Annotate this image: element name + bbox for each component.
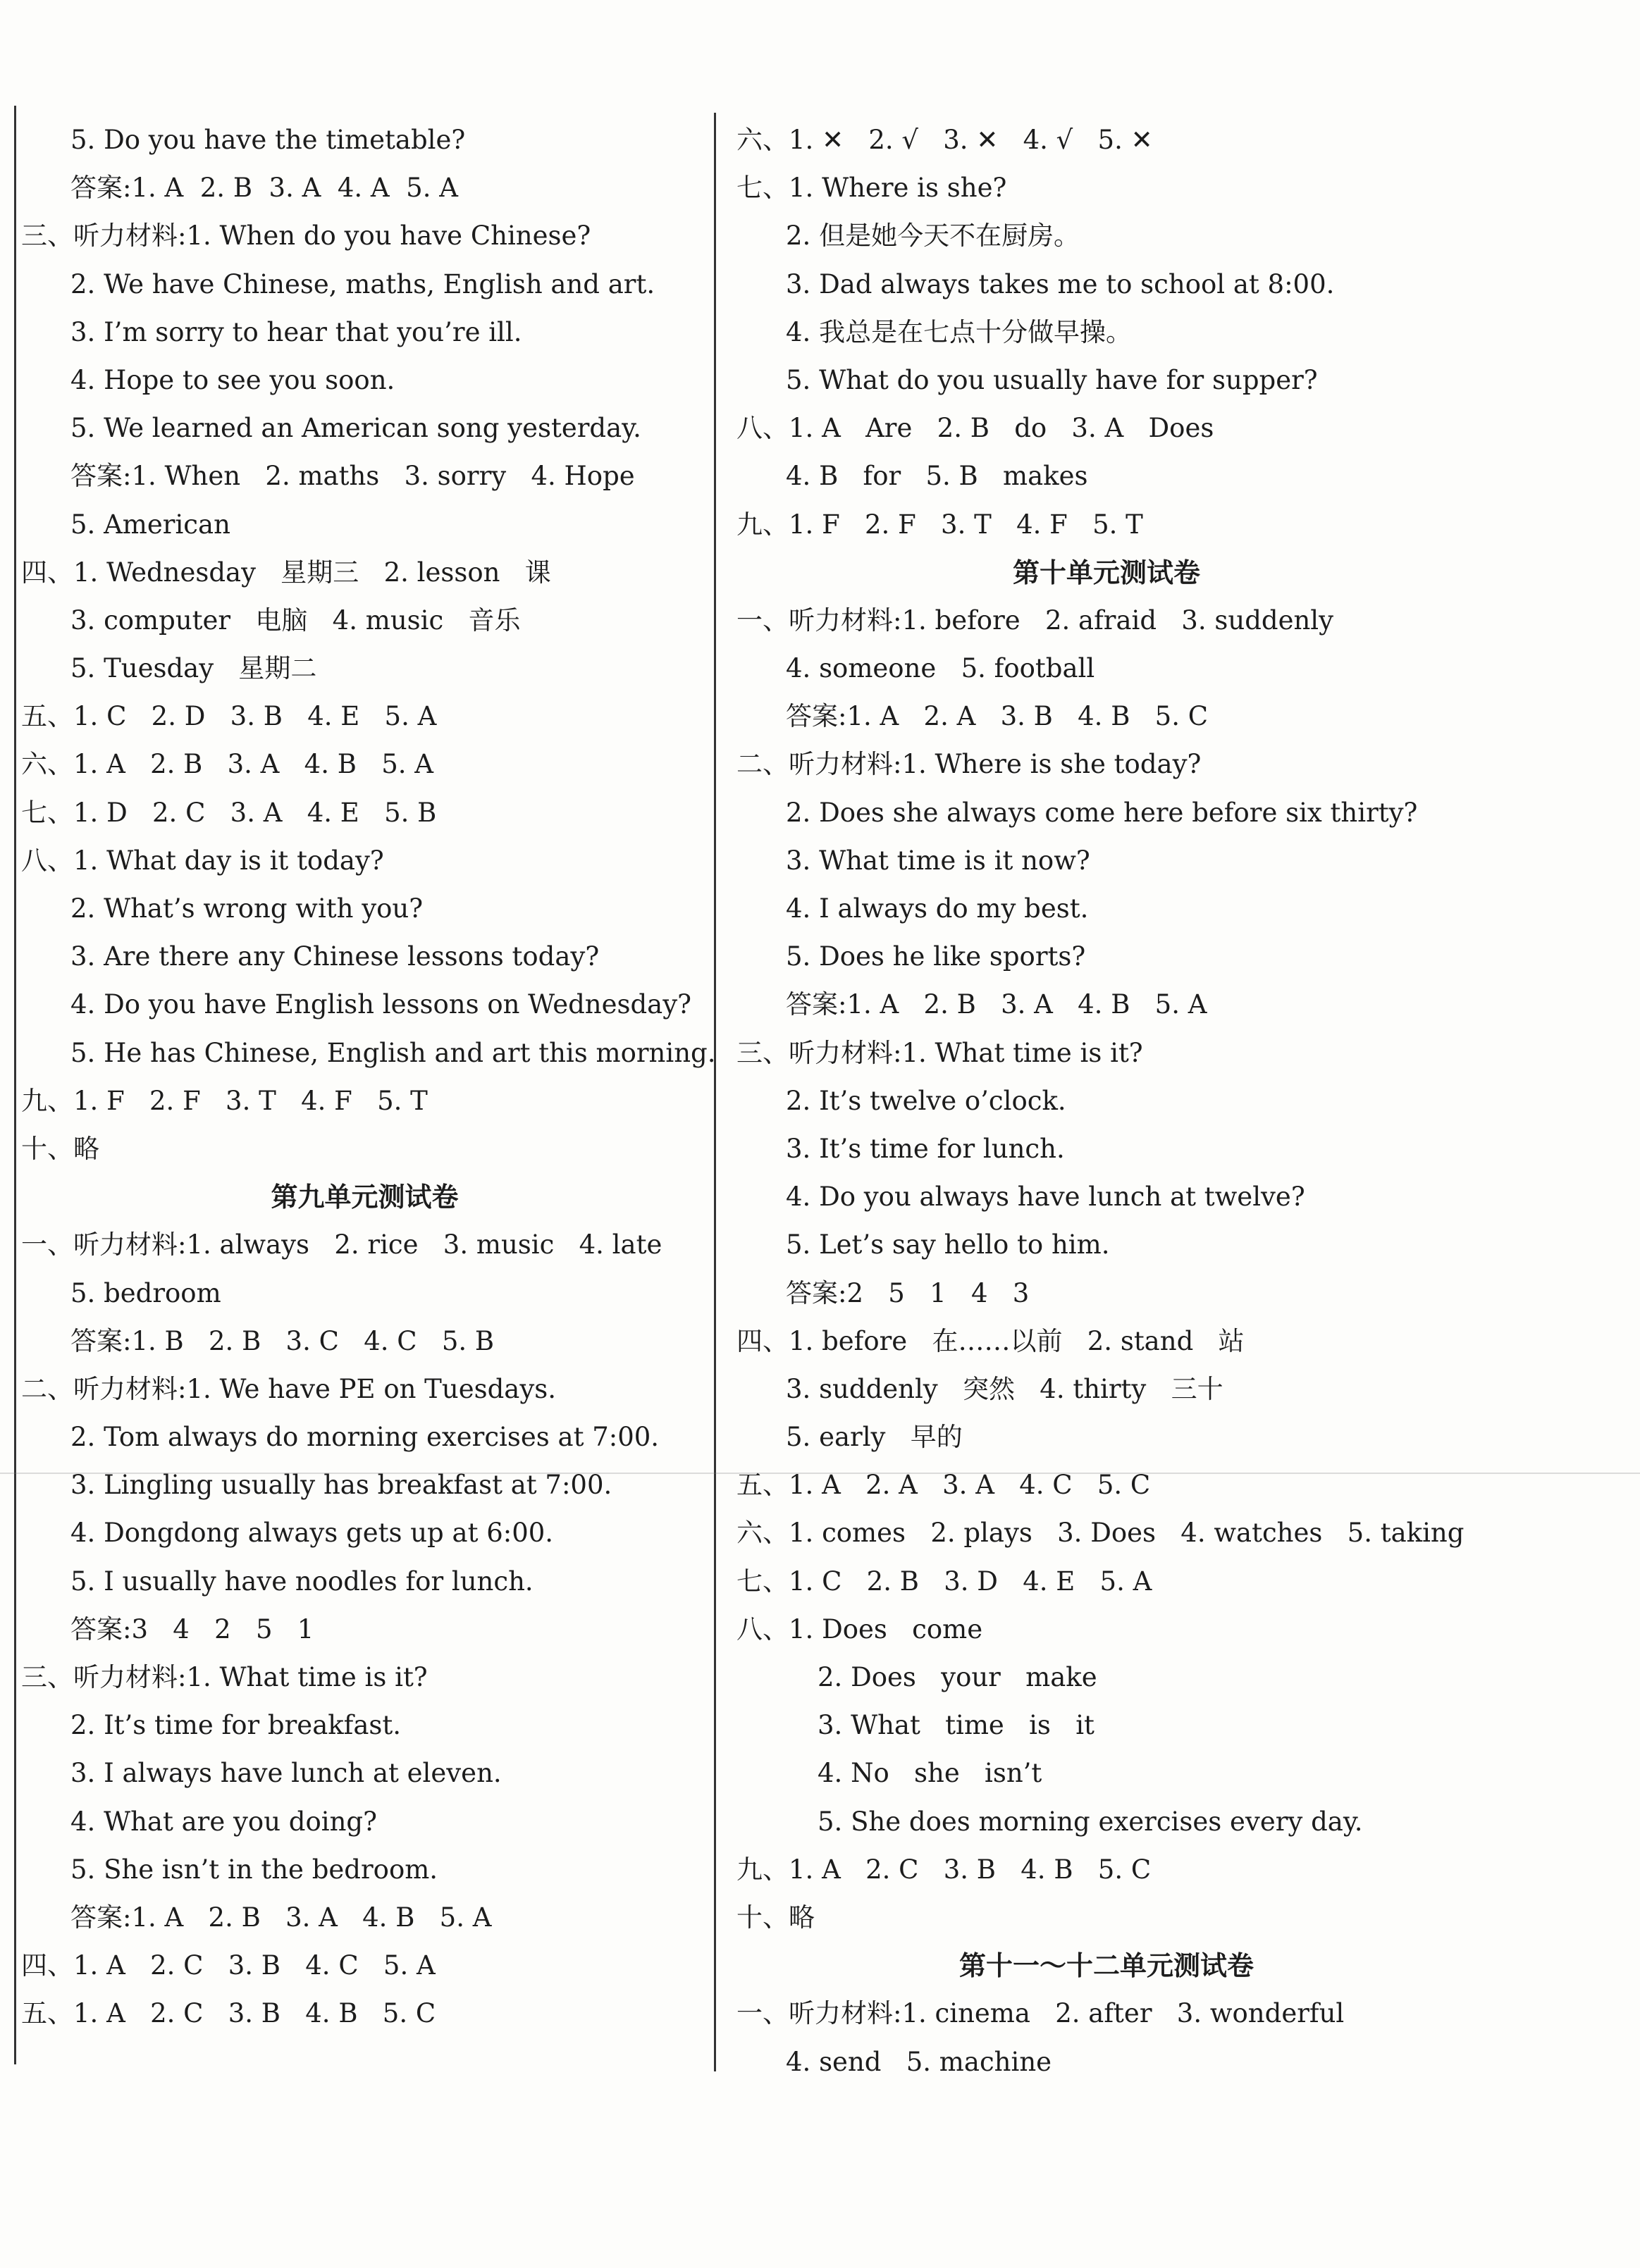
answer-line: 4. 我总是在七点十分做早操。 (786, 316, 1133, 347)
answer-line: 五、1. A 2. C 3. B 4. B 5. C (21, 1998, 436, 2029)
answer-line: 七、1. C 2. B 3. D 4. E 5. A (736, 1566, 1152, 1597)
answer-line: 三、听力材料:1. What time is it? (736, 1037, 1143, 1068)
answer-line: 2. It’s twelve o’clock. (786, 1085, 1066, 1116)
left-margin-rule (14, 106, 16, 2064)
answer-line: 5. Let’s say hello to him. (786, 1229, 1110, 1260)
answer-line: 2. Does your make (818, 1662, 1097, 1692)
answer-line: 5. bedroom (70, 1277, 221, 1308)
answer-line: 4. Do you have English lessons on Wednesday? (70, 989, 691, 1020)
answer-line: 一、听力材料:1. cinema 2. after 3. wonderful (736, 1998, 1345, 2029)
answer-line: 3. What time is it now? (786, 845, 1090, 876)
answer-line: 五、1. C 2. D 3. B 4. E 5. A (21, 701, 437, 732)
answer-line: 5. I usually have noodles for lunch. (70, 1566, 534, 1597)
answer-line: 答案:3 4 2 5 1 (70, 1613, 314, 1644)
answer-line: 3. Lingling usually has breakfast at 7:00. (70, 1470, 612, 1501)
answer-line: 5. She does morning exercises every day. (818, 1806, 1363, 1837)
answer-line: 十、略 (21, 1133, 99, 1164)
answer-line: 5. early 早的 (786, 1422, 963, 1453)
left-answer-column (21, 116, 716, 2038)
answer-line: 3. It’s time for lunch. (786, 1133, 1065, 1164)
answer-line: 5. What do you usually have for supper? (786, 364, 1318, 395)
answer-line: 3. I always have lunch at eleven. (70, 1758, 502, 1789)
answer-line: 5. American (70, 509, 230, 540)
answer-line: 5. Do you have the timetable? (70, 125, 466, 155)
answer-line: 4. What are you doing? (70, 1806, 377, 1837)
answer-line: 答案:1. B 2. B 3. C 4. C 5. B (70, 1325, 495, 1356)
right-answer-column (736, 116, 1476, 2086)
answer-line: 2. It’s time for breakfast. (70, 1710, 402, 1741)
answer-line: 2. We have Chinese, maths, English and art. (70, 268, 655, 299)
section-title: 第十单元测试卷 (1012, 557, 1200, 588)
answer-line: 5. He has Chinese, English and art this morning. (70, 1037, 716, 1068)
answer-line: 二、听力材料:1. We have PE on Tuesdays. (21, 1373, 556, 1404)
answer-line: 四、1. before 在……以前 2. stand 站 (736, 1325, 1245, 1356)
answer-line: 八、1. What day is it today? (21, 845, 384, 876)
answer-line: 2. 但是她今天不在厨房。 (786, 221, 1080, 252)
answer-line: 四、1. A 2. C 3. B 4. C 5. A (21, 1950, 436, 1981)
answer-line: 5. Tuesday 星期二 (70, 653, 317, 684)
answer-line: 答案:1. A 2. B 3. A 4. B 5. A (786, 989, 1207, 1020)
answer-line: 3. suddenly 突然 4. thirty 三十 (786, 1373, 1223, 1404)
answer-line: 4. someone 5. football (786, 653, 1095, 684)
answer-line: 4. Dongdong always gets up at 6:00. (70, 1518, 554, 1549)
answer-line: 3. Are there any Chinese lessons today? (70, 941, 600, 972)
answer-line: 4. No she isn’t (818, 1758, 1042, 1789)
answer-line: 3. I’m sorry to hear that you’re ill. (70, 316, 522, 347)
answer-line: 2. Tom always do morning exercises at 7:00. (70, 1422, 660, 1453)
answer-line: 4. send 5. machine (786, 2046, 1052, 2077)
answer-line: 4. Do you always have lunch at twelve? (786, 1182, 1305, 1213)
answer-line: 三、听力材料:1. When do you have Chinese? (21, 221, 591, 252)
answer-line: 4. B for 5. B makes (786, 461, 1088, 492)
answer-line: 2. Does she always come here before six thirty? (786, 797, 1418, 828)
answer-line: 一、听力材料:1. before 2. afraid 3. suddenly (736, 605, 1334, 636)
answer-line: 九、1. A 2. C 3. B 4. B 5. C (736, 1854, 1152, 1885)
answer-line: 答案:2 5 1 4 3 (786, 1277, 1030, 1308)
answer-line: 六、1. comes 2. plays 3. Does 4. watches 5. taking (736, 1518, 1465, 1549)
answer-line: 六、1. A 2. B 3. A 4. B 5. A (21, 749, 433, 780)
section-title: 第九单元测试卷 (271, 1182, 459, 1213)
answer-line: 答案:1. A 2. B 3. A 4. A 5. A (70, 173, 458, 204)
answer-line: 二、听力材料:1. Where is she today? (736, 749, 1202, 780)
answer-line: 答案:1. A 2. B 3. A 4. B 5. A (70, 1902, 492, 1933)
answer-line: 一、听力材料:1. always 2. rice 3. music 4. late (21, 1229, 662, 1260)
answer-line: 六、1. ✕ 2. √ 3. ✕ 4. √ 5. ✕ (736, 125, 1153, 155)
answer-line: 5. She isn’t in the bedroom. (70, 1854, 438, 1885)
answer-line: 九、1. F 2. F 3. T 4. F 5. T (736, 509, 1143, 540)
answer-line: 3. computer 电脑 4. music 音乐 (70, 605, 521, 636)
answer-line: 4. I always do my best. (786, 893, 1089, 924)
answer-line: 五、1. A 2. A 3. A 4. C 5. C (736, 1470, 1151, 1501)
answer-line: 三、听力材料:1. What time is it? (21, 1662, 428, 1692)
answer-line: 八、1. A Are 2. B do 3. A Does (736, 413, 1214, 444)
answer-line: 3. Dad always takes me to school at 8:00. (786, 268, 1335, 299)
column-divider (714, 113, 716, 2071)
answer-line: 答案:1. When 2. maths 3. sorry 4. Hope (70, 461, 635, 492)
answer-line: 4. Hope to see you soon. (70, 364, 395, 395)
answer-line: 九、1. F 2. F 3. T 4. F 5. T (21, 1085, 428, 1116)
answer-line: 答案:1. A 2. A 3. B 4. B 5. C (786, 701, 1209, 732)
section-title: 第十一～十二单元测试卷 (958, 1950, 1254, 1982)
answer-line: 3. What time is it (818, 1710, 1095, 1741)
answer-line: 四、1. Wednesday 星期三 2. lesson 课 (21, 557, 551, 588)
answer-line: 八、1. Does come (736, 1613, 983, 1644)
answer-line: 2. What’s wrong with you? (70, 893, 424, 924)
answer-line: 七、1. D 2. C 3. A 4. E 5. B (21, 797, 437, 828)
answer-line: 5. We learned an American song yesterday. (70, 413, 641, 444)
answer-line: 十、略 (736, 1902, 815, 1933)
answer-line: 5. Does he like sports? (786, 941, 1086, 972)
answer-line: 七、1. Where is she? (736, 173, 1007, 204)
